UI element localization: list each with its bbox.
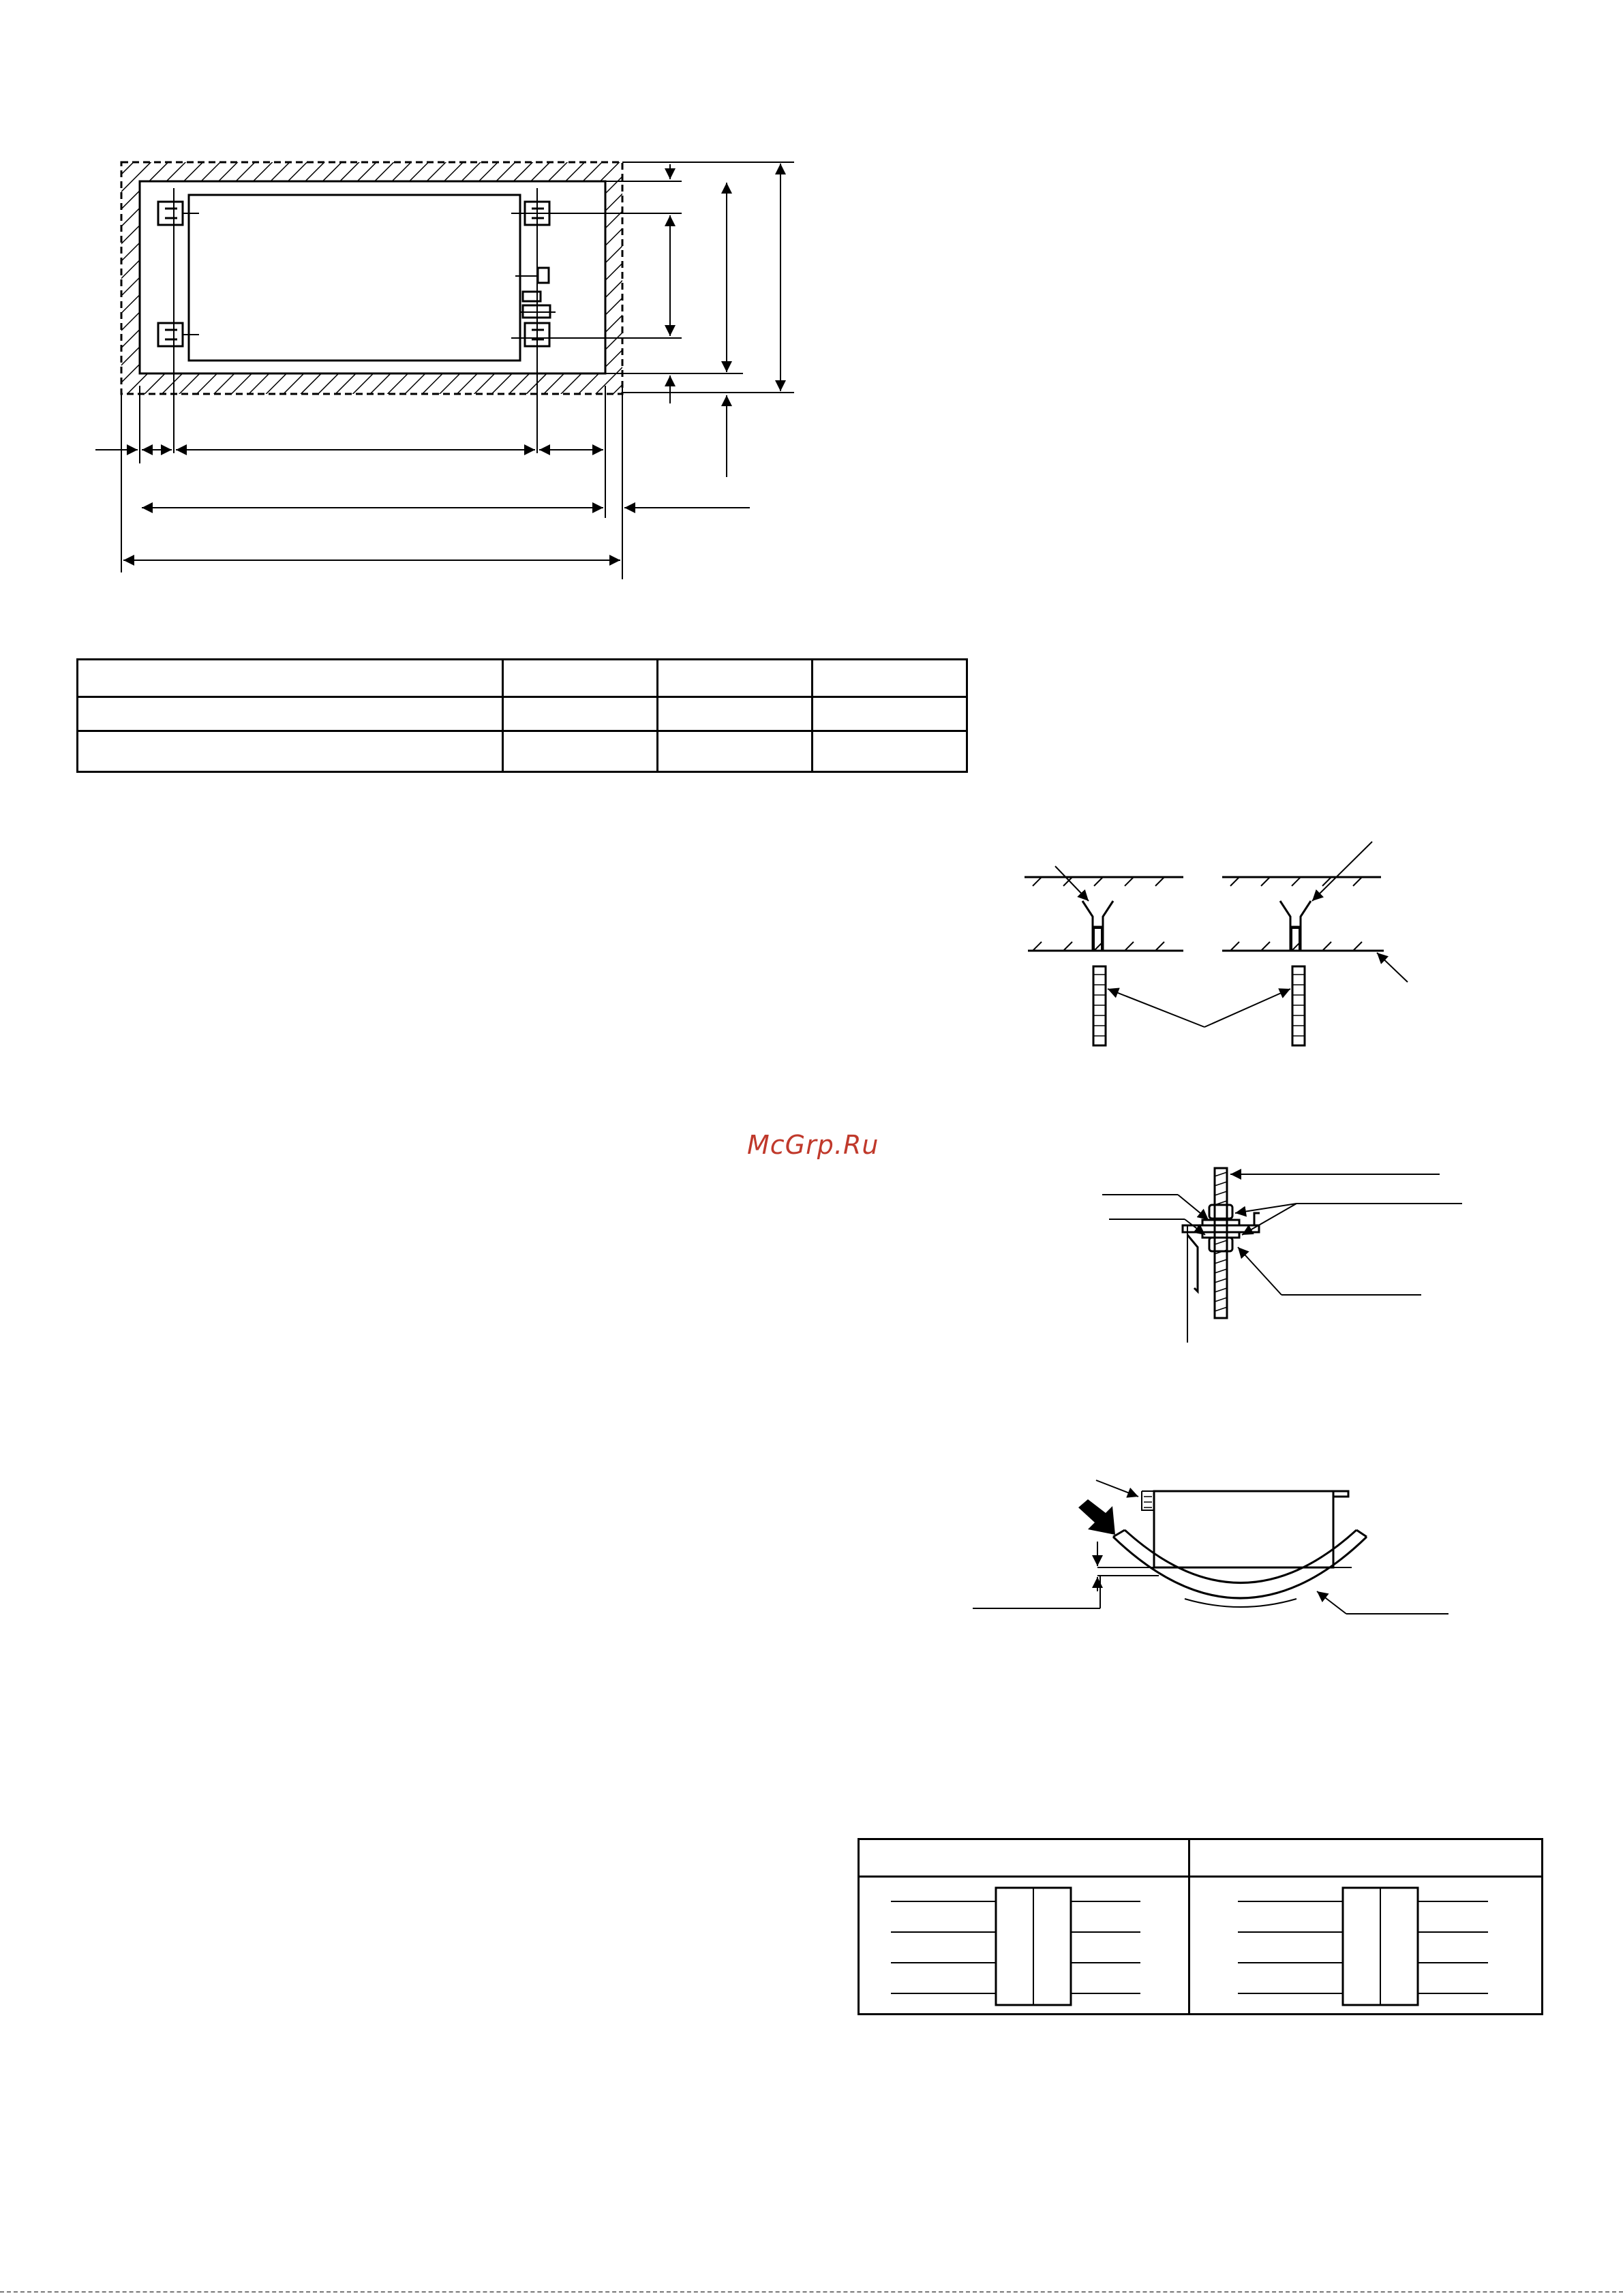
page-footer-rule [0, 2291, 1623, 2293]
watermark: McGrp.Ru [747, 1130, 879, 1160]
